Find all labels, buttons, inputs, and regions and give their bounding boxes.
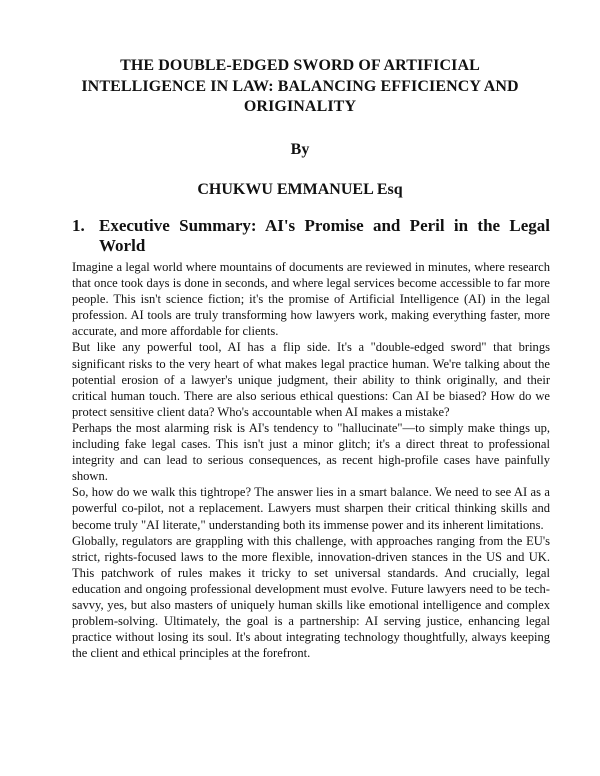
paragraph-3: Perhaps the most alarming risk is AI's tendency to "hallucinate"—to simply make things up, including fake legal cases. This isn't just a minor glitch; it's a direct threat to professional integrity and can lead to serious consequences, as recent high-profile cases have painfully shown. — [72, 420, 550, 484]
paragraph-1: Imagine a legal world where mountains of documents are reviewed in minutes, where research that once took days is done in seconds, and where legal services become accessible to far more people. This isn't science fiction; it's the promise of Artificial Intelligence (AI) in the legal profession. AI tools are truly transforming how lawyers work, making everything faster, more accurate, and more affordable for clients. — [72, 260, 550, 339]
section-body — [72, 259, 550, 661]
section-number: 1. — [72, 216, 85, 235]
document-title: THE DOUBLE-EDGED SWORD OF ARTIFICIAL INTELLIGENCE IN LAW: BALANCING EFFICIENCY AND ORIGINALITY — [81, 57, 519, 115]
section-title: Executive Summary: AI's Promise and Peril in the Legal World — [99, 216, 550, 255]
paragraph-2: But like any powerful tool, AI has a flip side. It's a "double-edged sword" that brings significant risks to the very heart of what makes legal practice human. We're talking about the potential erosion of a lawyer's unique judgment, their ability to think originally, and their critical human touch. There are also serious ethical questions: Can AI be biased? How do we protect sensitive client data? Who's accountable when AI makes a mistake? — [72, 340, 550, 419]
section-heading — [72, 216, 550, 256]
byline-label: By — [290, 141, 310, 158]
paragraph-5: Globally, regulators are grappling with this challenge, with approaches ranging from the EU's strict, rights-focused laws to the more flexible, innovation-driven stances in the US and UK. This patchwork of rules makes it tricky to set universal standards. And crucially, legal education and ongoing professional development must evolve. Future lawyers need to be tech-savvy, yes, but also masters of uniquely human skills like emotional intelligence and complex problem-solving. Ultimately, the goal is a partnership: AI serving justice, enhancing legal practice without losing its soul. It's about integrating technology thoughtfully, always keeping the client and ethical principles at the forefront. — [72, 533, 550, 661]
author-name: CHUKWU EMMANUEL Esq — [197, 181, 403, 198]
paragraph-4: So, how do we walk this tightrope? The answer lies in a smart balance. We need to see AI as a powerful co-pilot, not a replacement. Lawyers must sharpen their critical thinking skills and become truly "AI literate," understanding both its immense power and its inherent limitations. — [72, 485, 550, 532]
